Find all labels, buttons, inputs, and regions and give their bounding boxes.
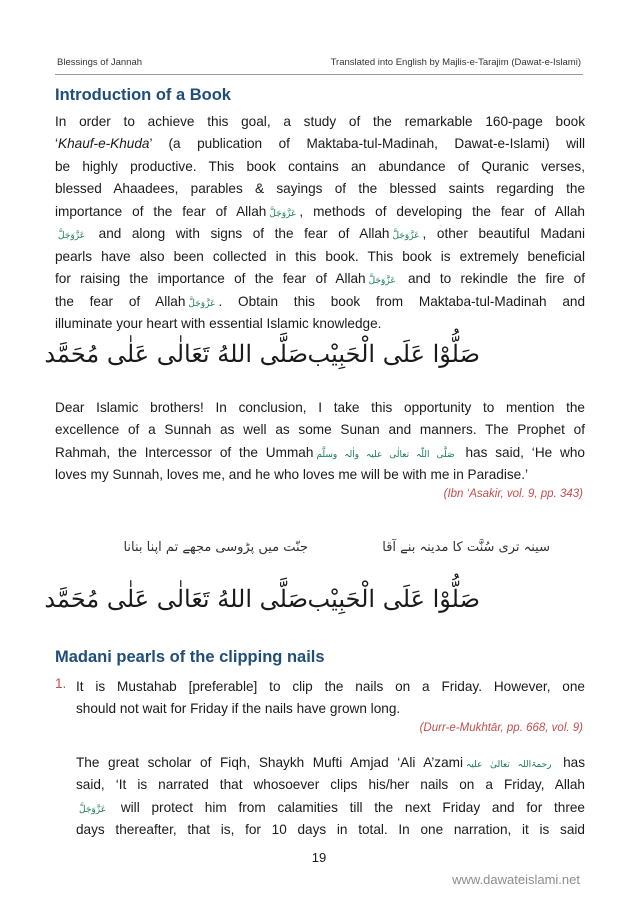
honorific-scholar: رحمۃاللہ تعالیٰ علیہ — [466, 760, 552, 770]
intro-line-8: for raising the importance of the fear of Allah عَزَّوَجَلَّ and to rekindle the fire of — [55, 271, 585, 286]
salawat-right-1: صَلُّوْا عَلَى الْحَبِيْب — [307, 340, 480, 368]
para2-line-3: Rahmah, the Intercessor of the Ummah صَلَّى اللّٰہ تعالٰی علیہ واٰلہ وسلَّم has said, ‘He who — [55, 445, 585, 460]
citation-durr-e-mukhtar: (Durr-e-Mukhtār, pp. 668, vol. 9) — [419, 722, 583, 734]
citation-ibn-asakir: (Ibn ‘Asakir, vol. 9, pp. 343) — [443, 488, 583, 500]
para2-line-1: Dear Islamic brothers! In conclusion, I take this opportunity to mention the — [55, 400, 585, 415]
honorific-prophet: صَلَّى اللّٰہ تعالٰی علیہ واٰلہ وسلَّم — [316, 450, 455, 460]
para2-line-4: loves my Sunnah, loves me, and he who loves me will be with me in Paradise.’ — [55, 467, 528, 482]
urdu-verse-left: جنّت میں پڑوسی مجھے تم اپنا بنانا — [123, 540, 308, 555]
honorific-allah: عَزَّوَجَلَّ — [79, 805, 107, 815]
item1-para-line-1: The great scholar of Fiqh, Shaykh Mufti Amjad ‘Ali A’zami رحمۃاللہ تعالیٰ علیہ has — [76, 755, 585, 770]
running-header — [57, 57, 581, 71]
item1-line-1: It is Mustahab [preferable] to clip the nails on a Friday. However, one — [76, 679, 585, 694]
item1-para-line-2: said, ‘It is narrated that whosoever clips his/her nails on a Friday, Allah — [76, 777, 585, 792]
urdu-verse-right: سینہ تری سُنَّت کا مدینہ بنے آقا — [382, 540, 550, 555]
para2-line-2: excellence of a Sunnah as well as some Sunan and manners. The Prophet of — [55, 422, 585, 437]
header-translator: Translated into English by Majlis-e-Tarajim (Dawat-e-Islami) — [330, 57, 581, 68]
header-divider — [55, 74, 583, 75]
honorific-allah: عَزَّوَجَلَّ — [269, 209, 297, 219]
intro-line-7: pearls have also been collected in this book. This book is extremely beneficial — [55, 249, 585, 264]
intro-line-5: importance of the fear of Allah عَزَّوَجَلَّ , methods of developing the fear of Allah — [55, 204, 585, 219]
item1-para-line-4: days thereafter, that is, for 10 days in total. In one narration, it is said — [76, 822, 585, 837]
honorific-allah: عَزَّوَجَلَّ — [368, 276, 396, 286]
section-title-introduction: Introduction of a Book — [55, 86, 231, 104]
salawat-right-2: صَلُّوْا عَلَى الْحَبِيْب — [307, 585, 480, 613]
book-title: Khauf-e-Khuda — [58, 136, 150, 151]
intro-line-1: In order to achieve this goal, a study of the remarkable 160-page book — [55, 114, 585, 129]
header-book-title: Blessings of Jannah — [57, 57, 143, 68]
honorific-allah: عَزَّوَجَلَّ — [58, 231, 86, 241]
intro-line-3: be highly productive. This book contains an abundance of Quranic verses, — [55, 159, 585, 174]
intro-line-10: illuminate your heart with essential Islamic knowledge. — [55, 316, 382, 331]
list-number-1: 1. — [55, 676, 67, 691]
intro-line-6: عَزَّوَجَلَّ and along with signs of the fear of Allah عَزَّوَجَلَّ , other beautiful Madani — [55, 223, 585, 248]
honorific-allah: عَزَّوَجَلَّ — [392, 231, 420, 241]
intro-line-4: blessed Ahaadees, parables & sayings of the blessed saints regarding the — [55, 181, 585, 196]
item1-para-line-3: عَزَّوَجَلَّ will protect him from calamities till the next Friday and for three — [76, 797, 585, 822]
honorific-allah: عَزَّوَجَلَّ — [188, 299, 216, 309]
salawat-left-1: صَلَّى اللهُ تَعَالٰى عَلٰى مُحَمَّد — [44, 340, 308, 368]
section-title-madani-pearls: Madani pearls of the clipping nails — [55, 648, 325, 666]
intro-line-9: the fear of Allah عَزَّوَجَلَّ . Obtain this book from Maktaba-tul-Madinah and — [55, 294, 586, 309]
website-link[interactable]: www.dawateislami.net — [452, 872, 580, 887]
item1-line-2: should not wait for Friday if the nails have grown long. — [76, 701, 401, 716]
page-number: 19 — [311, 850, 327, 865]
salawat-left-2: صَلَّى اللهُ تَعَالٰى عَلٰى مُحَمَّد — [44, 585, 308, 613]
intro-line-2: ‘Khauf-e-Khuda’ (a publication of Maktaba-tul-Madinah, Dawat-e-Islami) will — [55, 136, 585, 151]
